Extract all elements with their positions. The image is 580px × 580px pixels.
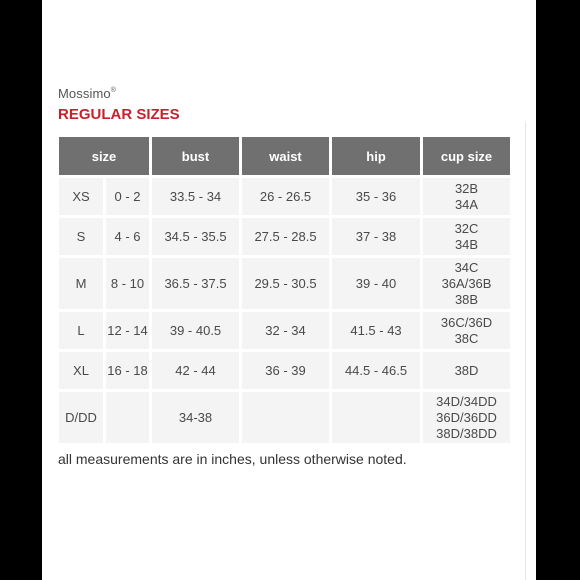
cell-waist: 26 - 26.5	[242, 178, 329, 215]
table-row	[59, 258, 510, 309]
cell-waist: 36 - 39	[242, 352, 329, 389]
cell-waist: 29.5 - 30.5	[242, 258, 329, 309]
cell-num	[106, 392, 149, 443]
cup-value: 36A/36B	[441, 275, 492, 291]
cell-hip: 35 - 36	[332, 178, 420, 215]
panel-edge-divider	[525, 122, 526, 580]
cell-cup	[423, 218, 510, 255]
cell-size: D/DD	[59, 392, 103, 443]
table-row	[59, 218, 510, 255]
cup-value: 32C	[454, 220, 479, 236]
cell-num: 12 - 14	[106, 312, 149, 349]
cell-hip: 37 - 38	[332, 218, 420, 255]
cell-bust: 42 - 44	[152, 352, 239, 389]
table-row	[59, 178, 510, 215]
cell-cup	[423, 178, 510, 215]
cell-bust: 34.5 - 35.5	[152, 218, 239, 255]
cell-hip: 44.5 - 46.5	[332, 352, 420, 389]
cell-num: 8 - 10	[106, 258, 149, 309]
cell-size: L	[59, 312, 103, 349]
cell-waist: 32 - 34	[242, 312, 329, 349]
page-title: REGULAR SIZES	[58, 106, 180, 123]
header-size: size	[59, 137, 149, 175]
cell-cup	[423, 312, 510, 349]
header-hip: hip	[332, 137, 420, 175]
cell-hip: 39 - 40	[332, 258, 420, 309]
cell-hip	[332, 392, 420, 443]
cup-value: 38C	[454, 330, 479, 346]
cup-value: 38D	[454, 362, 479, 378]
cup-value: 32B	[454, 180, 479, 196]
size-chart-table	[56, 134, 513, 446]
cup-value: 36C/36D	[440, 314, 493, 330]
table-row	[59, 352, 510, 389]
cell-size: XS	[59, 178, 103, 215]
table-row	[59, 312, 510, 349]
cup-value: 38D/38DD	[436, 425, 497, 441]
cup-value: 34A	[454, 196, 479, 212]
cup-value: 34C	[454, 259, 479, 275]
cell-cup	[423, 258, 510, 309]
cup-value: 38B	[454, 291, 479, 307]
header-bust: bust	[152, 137, 239, 175]
cell-bust: 33.5 - 34	[152, 178, 239, 215]
registered-mark: ®	[110, 86, 116, 94]
cell-bust: 36.5 - 37.5	[152, 258, 239, 309]
cell-size: XL	[59, 352, 103, 389]
cell-num: 4 - 6	[106, 218, 149, 255]
cup-value: 36D/36DD	[436, 409, 497, 425]
cell-bust: 39 - 40.5	[152, 312, 239, 349]
cell-cup	[423, 352, 510, 389]
measurement-footnote: all measurements are in inches, unless otherwise noted.	[58, 451, 407, 467]
header-cup-size: cup size	[423, 137, 510, 175]
table-row	[59, 392, 510, 443]
cup-value: 34D/34DD	[436, 393, 497, 409]
cup-value: 34B	[454, 236, 479, 252]
cell-size: M	[59, 258, 103, 309]
table-header-row	[59, 137, 510, 175]
cell-num: 16 - 18	[106, 352, 149, 389]
cell-cup	[423, 392, 510, 443]
cell-waist: 27.5 - 28.5	[242, 218, 329, 255]
cell-waist	[242, 392, 329, 443]
cell-bust: 34-38	[152, 392, 239, 443]
header-waist: waist	[242, 137, 329, 175]
cell-hip: 41.5 - 43	[332, 312, 420, 349]
cell-num: 0 - 2	[106, 178, 149, 215]
brand-name: Mossimo®	[58, 86, 116, 101]
cell-size: S	[59, 218, 103, 255]
